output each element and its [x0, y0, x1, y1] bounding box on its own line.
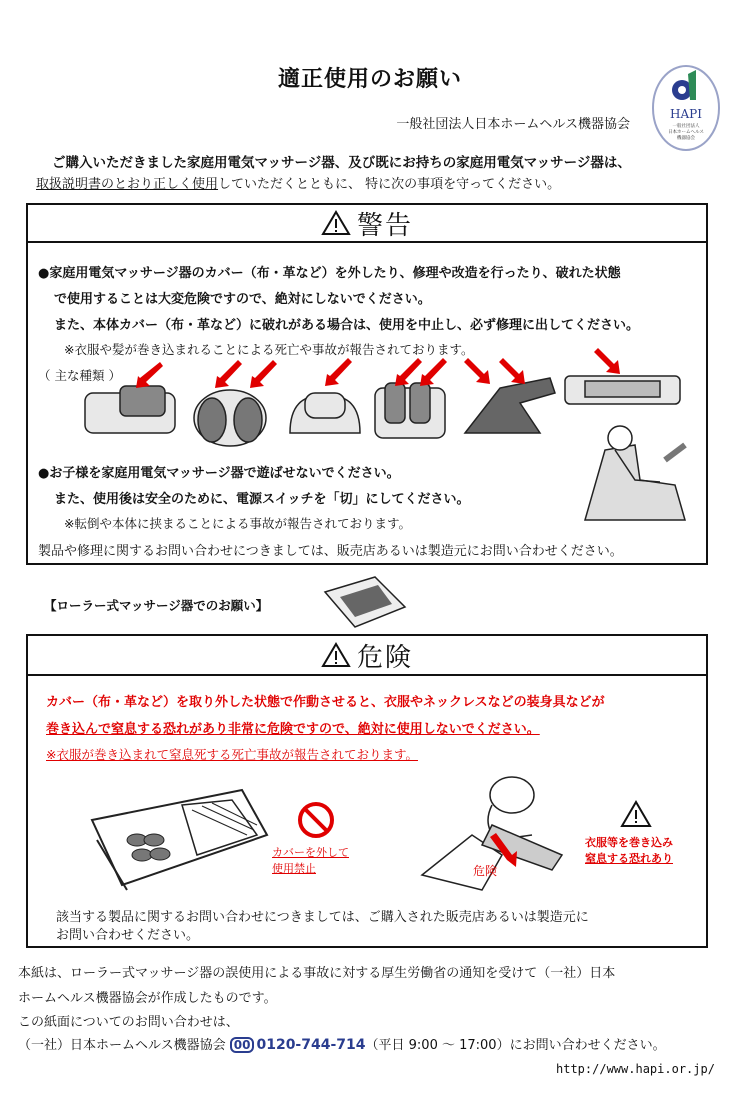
organization-name: 一般社団法人日本ホームヘルス機器協会	[396, 117, 630, 132]
danger-label: 危険	[473, 864, 498, 878]
danger-contact-1: 該当する製品に関するお問い合わせにつきましては、ご購入された販売店あるいは製造元に	[56, 910, 589, 925]
warning-item2-line2: また、使用後は安全のために、電源スイッチを「切」にしてください。	[54, 492, 470, 507]
choke-caption-1: 衣服等を巻き込み	[585, 836, 673, 849]
intro-line-2: 取扱説明書のとおり正しく使用していただくとともに、 特に次の事項を守ってください。	[36, 177, 561, 192]
uncovered-roller-illustration	[82, 780, 282, 900]
page-title: 適正使用のお願い	[277, 67, 462, 92]
svg-text:一般社団法人: 一般社団法人	[672, 124, 700, 129]
warning-contact: 製品や修理に関するお問い合わせにつきましては、販売店あるいは製造元にお問い合わせください。	[38, 544, 623, 559]
danger-header	[28, 636, 706, 676]
warning-item1-note: ※衣服や髪が巻き込まれることによる死亡や事故が報告されております。	[64, 342, 474, 357]
prohibit-caption-1: カバーを外して	[272, 846, 349, 859]
footer-line-1: 本紙は、ローラー式マッサージ器の誤使用による事故に対する厚生労働省の通知を受けて（一社）日本	[18, 966, 616, 981]
danger-note: ※衣服が巻き込まれて窒息死する死亡事故が報告されております。	[46, 747, 418, 762]
child-in-chair-illustration	[565, 420, 705, 530]
warning-item2-note: ※転倒や本体に挟まることによる事故が報告されております。	[64, 516, 411, 531]
warning-title: 警告	[356, 210, 413, 241]
logo-hapi-text: HAPI	[670, 107, 702, 121]
danger-title: 危険	[356, 642, 413, 673]
footer-line-4: （一社）日本ホームヘルス機器協会 00 0120-744-714（平日 9:00 ～ 17:00）にお問い合わせください。	[18, 1037, 666, 1053]
roller-massager-icon	[320, 572, 410, 632]
danger-triangle-icon	[321, 642, 351, 668]
website-url[interactable]: http://www.hapi.or.jp/	[556, 1062, 715, 1076]
svg-text:機器協会: 機器協会	[677, 136, 695, 141]
warning-triangle-icon	[321, 210, 351, 236]
phone-number: 0120-744-714	[256, 1037, 366, 1053]
danger-line-1: カバー（布・革など）を取り外した状態で作動させると、衣服やネックレスなどの装身具などが	[46, 695, 605, 710]
warning-item1-line3: また、本体カバー（布・革など）に破れがある場合は、使用を中止し、必ず修理に出してください。	[54, 318, 640, 333]
warning-item1-line2: で使用することは大変危険ですので、絶対にしないでください。	[54, 292, 431, 307]
footer-line-3: この紙面についてのお問い合わせは、	[18, 1015, 239, 1030]
intro-line-1: ご購入いただきました家庭用電気マッサージ器、及び既にお持ちの家庭用電気マッサージ器は、	[52, 155, 631, 171]
footer-line-2: ホームヘルス機器協会が作成したものです。	[18, 991, 277, 1006]
types-label: （ 主な種類 ）	[38, 368, 121, 383]
svg-text:日本ホームヘルス: 日本ホームヘルス	[668, 130, 704, 135]
danger-contact-2: お問い合わせください。	[56, 928, 200, 943]
hapi-logo	[650, 60, 722, 152]
roller-request-label: 【ローラー式マッサージ器でのお願い】	[44, 598, 269, 613]
prohibit-caption-2: 使用禁止	[272, 862, 316, 875]
freedial-icon: 00	[230, 1037, 255, 1053]
warning-header	[28, 205, 706, 243]
caution-triangle-icon	[620, 800, 652, 828]
warning-item2-line1: ●お子様を家庭用電気マッサージ器で遊ばせないでください。	[38, 466, 400, 481]
choke-caption-2: 窒息する恐れあり	[585, 852, 673, 865]
prohibition-icon	[296, 800, 336, 840]
danger-line-2: 巻き込んで窒息する恐れがあり非常に危険ですので、絶対に使用しないでください。	[46, 722, 540, 737]
warning-item1-line1: ●家庭用電気マッサージ器のカバー（布・革など）を外したり、修理や改造を行ったり、破れた状態	[38, 266, 621, 281]
